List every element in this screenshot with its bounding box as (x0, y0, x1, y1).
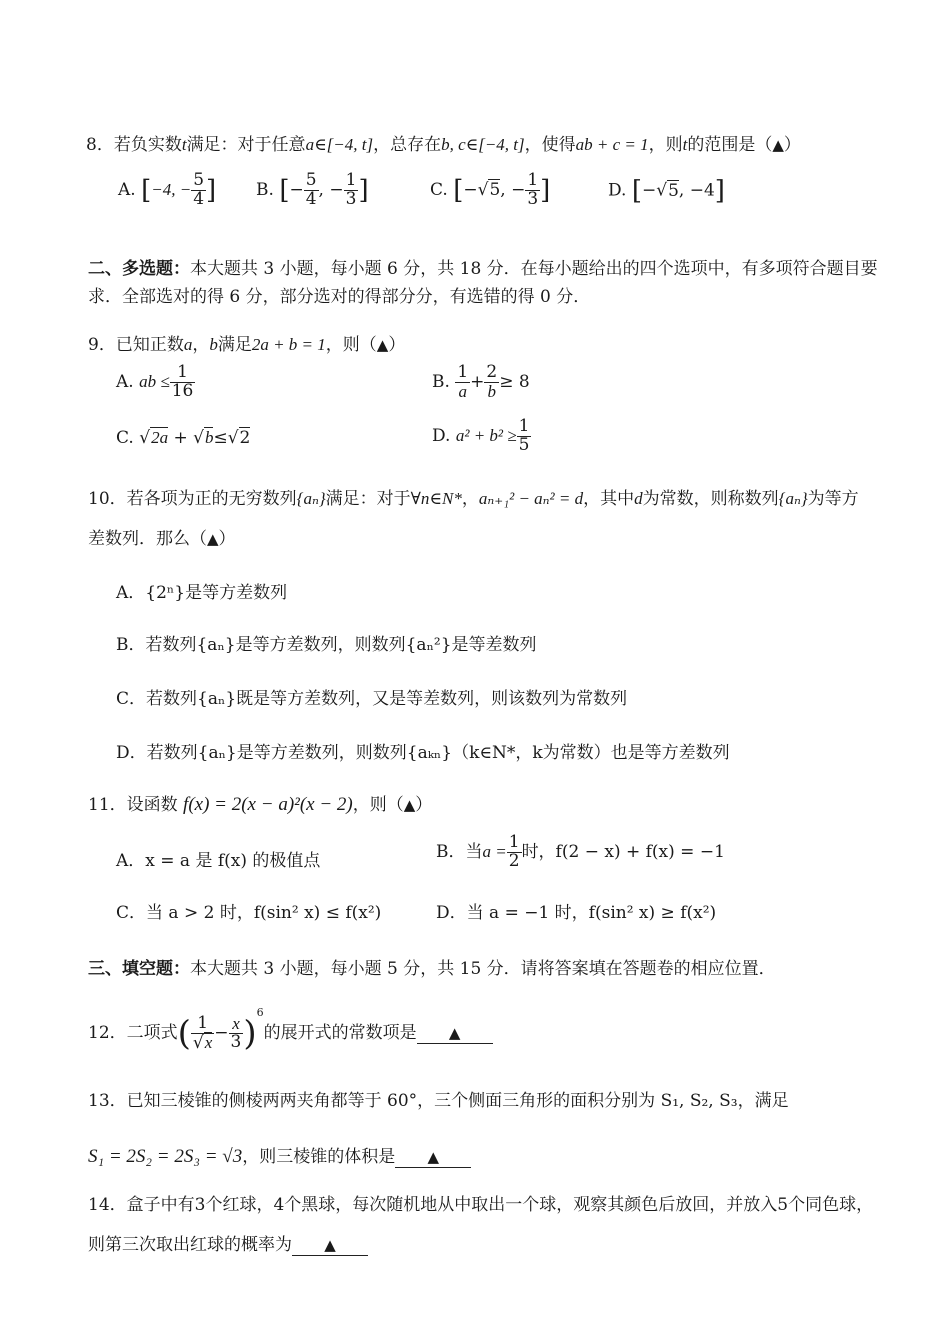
q11-option-d: D．当 a = −1 时，f(sin² x) ≥ f(x²) (436, 903, 717, 923)
question-number: 8． (86, 135, 114, 155)
q8-option-c: C. [−√5, − $\frac{1}{3}$ ] (430, 170, 551, 209)
answer-blank[interactable]: ▲ (395, 1147, 471, 1168)
q11-option-a: A．x = a 是 f(x) 的极值点 (116, 851, 321, 871)
section-2-heading: 二、多选题：本大题共 3 小题，每小题 6 分，共 18 分．在每小题给出的四个选项中，有多项符合题目要 (88, 259, 878, 279)
q11-option-c: C．当 a > 2 时，f(sin² x) ≤ f(x²) (116, 903, 382, 923)
question-10-stem-line2: 差数列．那么（▲） (88, 529, 236, 549)
question-9-stem: 9．已知正数a，b满足2a + b = 1，则（▲） (88, 335, 406, 355)
section-3-heading: 三、填空题：本大题共 3 小题，每小题 5 分，共 15 分．请将答案填在答题卷的相应位置． (88, 959, 776, 979)
q10-option-a: A．{2ⁿ}是等方差数列 (116, 583, 288, 603)
q8-option-a: A. [−4, − $\frac{5}{4}$ ] (118, 170, 217, 209)
q9-option-a: A. ab ≤ $\frac{1}{16}$ (116, 362, 194, 401)
question-12: 12．二项式( $\frac{1}{√x}$ − $\frac{x}{3}$ )$^6$的展开式的常数项是 ▲ (88, 1006, 493, 1054)
q9-option-d: D. a² + b² ≥ $\frac{1}{5}$ (432, 416, 530, 455)
question-10-stem: 10．若各项为正的无穷数列{aₙ}满足：对于∀n∈N*，aₙ₊₁² − aₙ² = d，其中d为常数，则称数列{aₙ}为等方 (88, 489, 859, 509)
q11-option-b: B．当a = $\frac{1}{2}$ 时，f(2 − x) + f(x) = −1 (436, 832, 725, 871)
q9-option-b: B. $\frac{1}{a}$ + $\frac{2}{b}$ ≥ 8 (432, 362, 530, 401)
q8-option-d: D. [−√5, −4] (608, 176, 725, 206)
answer-blank[interactable]: ▲ (417, 1023, 493, 1044)
q8-option-b: B. [− $\frac{5}{4}$ , − $\frac{1}{3}$ ] (256, 170, 369, 209)
answer-mark: ▲ (772, 136, 784, 154)
question-13-line1: 13．已知三棱锥的侧棱两两夹角都等于 60°，三个侧面三角形的面积分别为 S₁, S₂, S₃，满足 (88, 1091, 789, 1111)
question-13-line2: S₁ = 2S₂ = 2S₃ = √3，则三棱锥的体积是 ▲ (88, 1142, 471, 1168)
question-14-line1: 14．盒子中有3个红球，4个黑球，每次随机地从中取出一个球，观察其颜色后放回，并放入5个同色球， (88, 1195, 874, 1215)
section-2-line2: 求．全部选对的得 6 分，部分选对的得部分分，有选错的得 0 分． (88, 287, 591, 307)
q10-option-d: D．若数列{aₙ}是等方差数列，则数列{aₖₙ}（k∈N*，k为常数）也是等方差数列 (116, 743, 730, 763)
answer-blank[interactable]: ▲ (292, 1235, 368, 1256)
question-11-stem: 11．设函数 f(x) = 2(x − a)²(x − 2)，则（▲） (88, 794, 433, 815)
q10-option-b: B．若数列{aₙ}是等方差数列，则数列{aₙ²}是等差数列 (116, 635, 537, 655)
question-14-line2: 则第三次取出红球的概率为 ▲ (88, 1230, 368, 1256)
q10-option-c: C．若数列{aₙ}既是等方差数列，又是等差数列，则该数列为常数列 (116, 689, 628, 709)
question-8-stem: 8．若负实数t满足：对于任意a∈[−4, t]，总存在b, c∈[−4, t]，使得ab + c = 1，则t的范围是（▲） (86, 135, 801, 155)
q9-option-c: C. √2a + √b≤√2 (116, 428, 251, 448)
